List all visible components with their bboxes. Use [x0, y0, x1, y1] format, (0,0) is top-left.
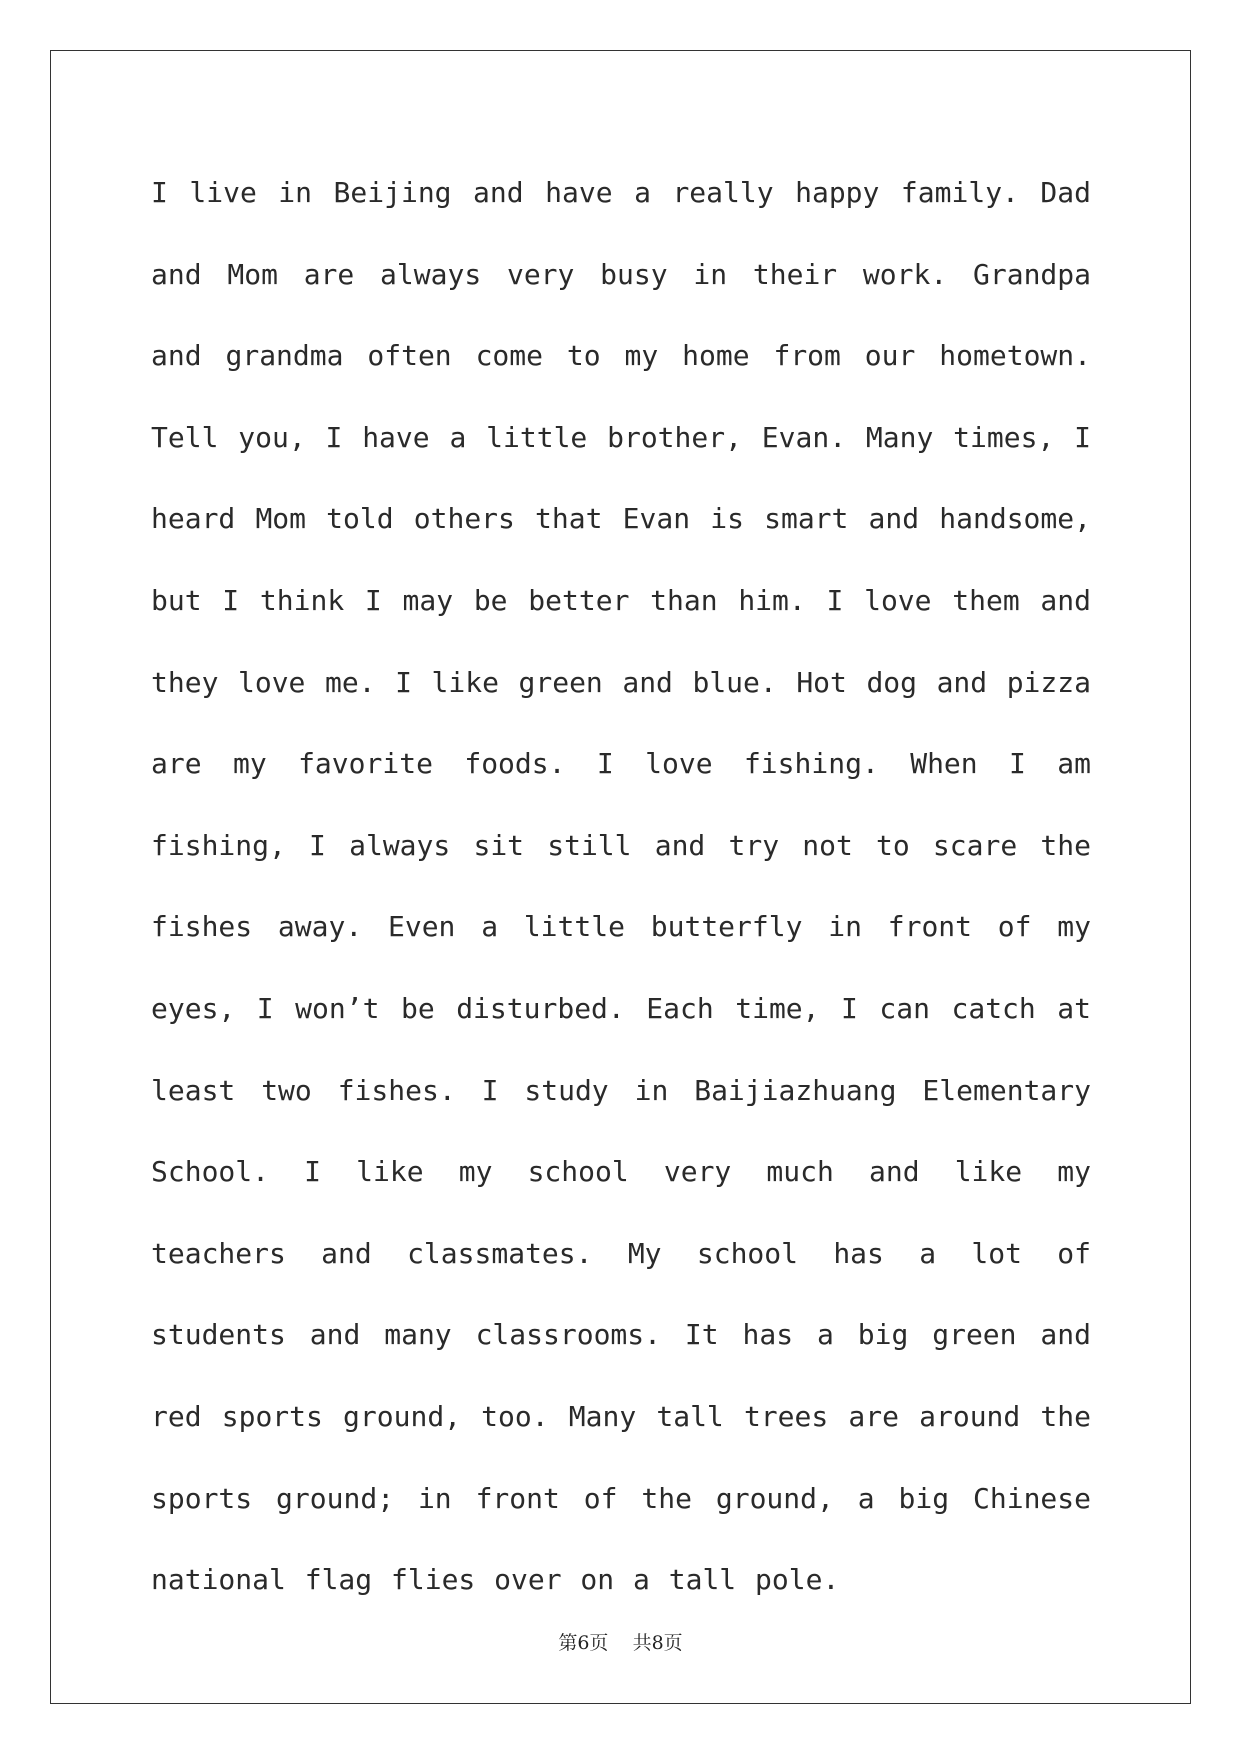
page-number: 第6页	[558, 1632, 609, 1654]
page-total: 共8页	[632, 1632, 683, 1654]
body-paragraph: I live in Beijing and have a really happy family. Dad and Mom are always very busy in their work. Grandpa and grandma often come to my home from our hometown. Tell you, I have a little brother, Evan. Many times, I heard Mom told others that Evan is smart and handsome, but I think I may be better than him. I love them and they love me. I like green and blue. Hot dog and pizza are my favorite foods. I love fishing. When I am fishing, I always sit still and try not to scare the fishes away. Even a little butterfly in front of my eyes, I won’t be disturbed. Each time, I can catch at least two fishes. I study in Baijiazhuang Elementary School. I like my school very much and like my teachers and classmates. My school has a lot of students and many classrooms. It has a big green and red sports ground, too. Many tall trees are around the sports ground; in front of the ground, a big Chinese national flag flies over on a tall pole.	[151, 176, 1091, 1597]
page-footer	[0, 1628, 1241, 1655]
